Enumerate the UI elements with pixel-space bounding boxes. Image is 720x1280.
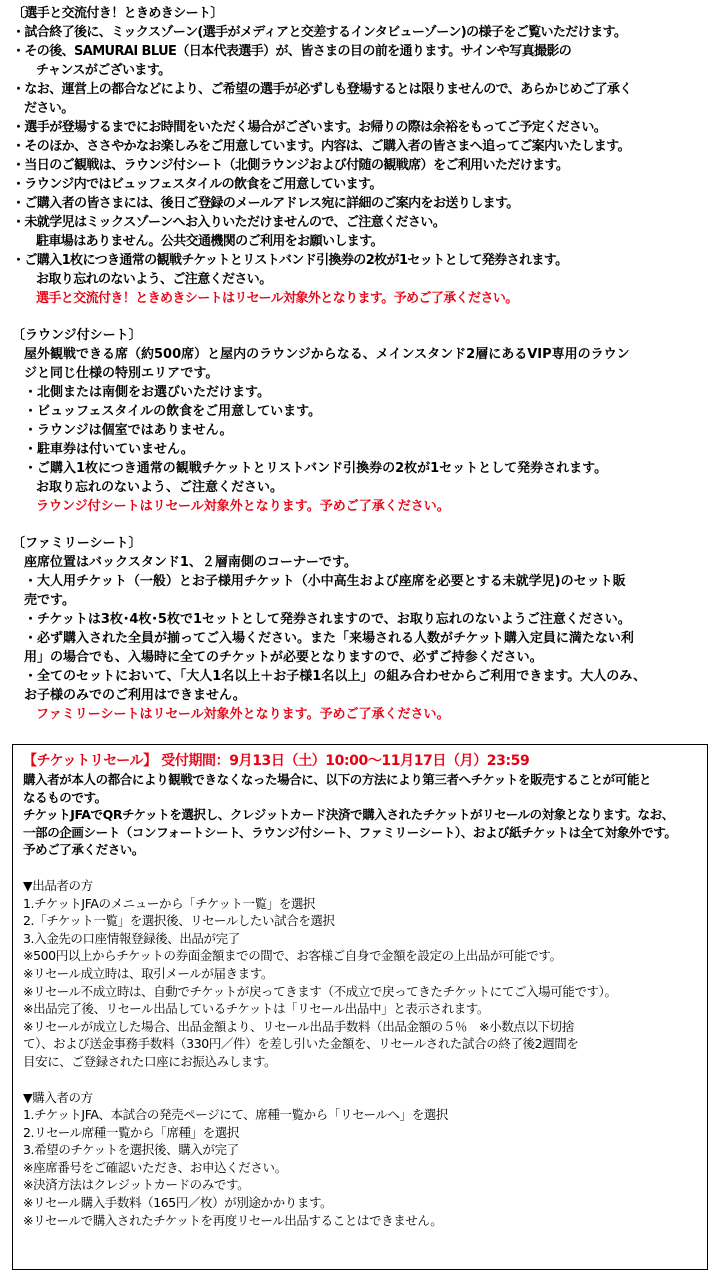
spacer bbox=[23, 1071, 697, 1089]
family-line: ・必ず購入された全員が揃ってご入場ください。また「来場される人数がチケット購入定員に満たない利 bbox=[24, 631, 634, 646]
buyer-section bbox=[23, 1089, 697, 1230]
family-line: ・大人用チケット（一般）とお子様用チケット（小中高生および座席を必要とする未就学児)のセット販 bbox=[24, 574, 626, 589]
lounge-notice: ラウンジ付シートはリセール対象外となります。予めご了承ください。 bbox=[36, 499, 450, 514]
buyer-line: ※リセールで購入されたチケットを再度リセール出品することはできません。 bbox=[23, 1212, 443, 1228]
seller-section bbox=[23, 877, 697, 1071]
tokimeki-section bbox=[12, 4, 710, 308]
lounge-line: ・ラウンジは個室ではありません。 bbox=[24, 423, 233, 438]
resale-period: 受付期間：9月13日（土）10:00～11月17日（月）23:59 bbox=[161, 753, 530, 769]
buyer-line: ※座席番号をご確認いただき、お申込ください。 bbox=[23, 1159, 287, 1175]
buyer-line: 3.希望のチケットを選択後、購入が完了 bbox=[23, 1142, 239, 1158]
tokimeki-line: 駐車場はありません。公共交通機関のご利用をお願いします。 bbox=[36, 234, 383, 249]
family-line: ・チケットは3枚･4枚･5枚で1セットとして発券されますので、お取り忘れのないようご注意ください。 bbox=[24, 612, 631, 627]
buyer-line: 2.リセール席種一覧から「席種」を選択 bbox=[23, 1124, 239, 1140]
seller-line: ※リセールが成立した場合、出品金額より、リセール出品手数料（出品金額の５％ ※小数点以下切捨 bbox=[23, 1018, 574, 1034]
family-heading: 〔ファミリーシート〕 bbox=[12, 536, 142, 551]
lounge-line: ・北側または南側をお選びいただけます。 bbox=[24, 385, 270, 400]
seller-heading: ▼出品者の方 bbox=[23, 877, 93, 893]
tokimeki-line: ・ご購入者の皆さまには、後日ご登録のメールアドレス宛に詳細のご案内をお送りします。 bbox=[12, 196, 519, 211]
seller-line: て）、および送金事務手数料（330円／件）を差し引いた金額を、リセールされた試合の終了後2週間を bbox=[23, 1036, 579, 1052]
family-line: お子様のみでのご利用はできません。 bbox=[24, 688, 246, 703]
tokimeki-line: ださい。 bbox=[24, 101, 74, 116]
spacer bbox=[23, 859, 697, 877]
lounge-line: ジと同じ仕様の特別エリアです。 bbox=[24, 366, 219, 381]
resale-title: 【チケットリセール】 bbox=[23, 753, 157, 769]
tokimeki-line: ・ラウンジ内ではビュッフェスタイルの飲食をご用意しています。 bbox=[12, 177, 382, 192]
family-line: 座席位置はバックスタンド1、２層南側のコーナーです。 bbox=[24, 555, 357, 570]
seller-line: 目安に、ご登録された口座にお振込みします。 bbox=[23, 1053, 277, 1069]
buyer-heading: ▼購入者の方 bbox=[23, 1089, 93, 1105]
tokimeki-line: チャンスがございます。 bbox=[36, 63, 171, 78]
family-section bbox=[12, 534, 710, 724]
lounge-line: 屋外観戦できる席（約500席）と屋内のラウンジからなる、メインスタンド2層にあるVIP専用のラウン bbox=[24, 347, 630, 362]
seller-line: ※リセール成立時は、取引メールが届きます。 bbox=[23, 965, 273, 981]
spacer bbox=[12, 308, 710, 326]
lounge-heading: 〔ラウンジ付シート〕 bbox=[12, 328, 142, 343]
lounge-line: お取り忘れのないよう、ご注意ください。 bbox=[36, 480, 284, 495]
resale-intro-line: 購入者が本人の都合により観戦できなくなった場合に、以下の方法により第三者へチケットを販売することが可能と bbox=[23, 772, 652, 787]
resale-intro-line: 一部の企画シート（コンフォートシート、ラウンジ付シート、ファミリーシート）、および紙チケットは全て対象外です。 bbox=[23, 824, 677, 840]
seller-line: 3.入金先の口座情報登録後、出品が完了 bbox=[23, 930, 240, 946]
family-notice: ファミリーシートはリセール対象外となります。予めご了承ください。 bbox=[36, 707, 450, 722]
tokimeki-line: お取り忘れのないよう、ご注意ください。 bbox=[36, 272, 272, 287]
tokimeki-line: ・ご購入1枚につき通常の観戦チケットとリストバンド引換券の2枚が1セットとして発券されます。 bbox=[12, 253, 568, 268]
resale-box bbox=[12, 744, 708, 1270]
seller-line: ※出品完了後、リセール出品しているチケットは「リセール出品中」と表示されます。 bbox=[23, 1001, 490, 1017]
resale-intro bbox=[23, 771, 697, 859]
tokimeki-notice: 選手と交流付き！ときめきシートはリセール対象外となります。予めご了承ください。 bbox=[36, 291, 518, 306]
lounge-line: ・ご購入1枚につき通常の観戦チケットとリストバンド引換券の2枚が1セットとして発券されます。 bbox=[24, 461, 608, 476]
resale-intro-line: なるものです。 bbox=[23, 789, 107, 805]
family-line: 売です。 bbox=[24, 593, 75, 608]
tokimeki-line: ・その後、SAMURAI BLUE（日本代表選手）が、皆さまの目の前を通ります。サインや写真撮影の bbox=[12, 44, 572, 59]
lounge-line: ・駐車券は付いていません。 bbox=[24, 442, 194, 457]
seller-line: ※リセール不成立時は、自動でチケットが戻ってきます（不成立で戻ってきたチケットにてご入場可能です）。 bbox=[23, 983, 617, 999]
buyer-line: ※決済方法はクレジットカードのみです。 bbox=[23, 1177, 250, 1193]
tokimeki-line: ・なお、運営上の都合などにより、ご希望の選手が必ずしも登場するとは限りませんので、あらかじめご了承く bbox=[12, 82, 632, 97]
lounge-section bbox=[12, 326, 710, 516]
buyer-line: ※リセール購入手数料（165円／枚）が別途かかります。 bbox=[23, 1195, 333, 1211]
resale-title-row bbox=[23, 751, 697, 771]
tokimeki-line: ・当日のご観戦は、ラウンジ付シート（北側ラウンジおよび付随の観戦席）をご利用いただけます。 bbox=[12, 158, 569, 173]
seller-line: 1.チケットJFAのメニューから「チケット一覧」を選択 bbox=[23, 895, 316, 911]
seller-line: ※500円以上からチケットの券面金額までの間で、お客様ご自身で金額を設定の上出品が可能です。 bbox=[23, 948, 562, 964]
tokimeki-line: ・未就学児はミックスゾーンへお入りいただけませんので、ご注意ください。 bbox=[12, 215, 446, 230]
lounge-line: ・ビュッフェスタイルの飲食をご用意しています。 bbox=[24, 404, 322, 419]
tokimeki-line: ・選手が登場するまでにお時間をいただく場合がございます。お帰りの際は余裕をもってご予定ください。 bbox=[12, 120, 607, 135]
resale-intro-line: 予めご了承ください。 bbox=[23, 842, 145, 858]
family-line: 用」の場合でも、入場時に全てのチケットが必要となりますので、必ずご持参ください。 bbox=[24, 650, 543, 665]
family-line: ・全てのセットにおいて、「大人1名以上＋お子様1名以上」の組み合わせからご利用できます。大人のみ、 bbox=[24, 669, 647, 684]
spacer bbox=[12, 516, 710, 534]
seller-line: 2.「チケット一覧」を選択後、リセールしたい試合を選択 bbox=[23, 913, 335, 929]
tokimeki-heading: 〔選手と交流付き！ときめきシート〕 bbox=[12, 6, 223, 21]
tokimeki-line: ・そのほか、ささやかなお楽しみをご用意しています。内容は、ご購入者の皆さまへ追ってご案内いたします。 bbox=[12, 139, 630, 154]
tokimeki-line: ・試合終了後に、ミックスゾーン(選手がメディアと交差するインタビューゾーン)の様子をご覧いただけます。 bbox=[12, 25, 627, 40]
resale-intro-line: チケットJFAでQRチケットを選択し、クレジットカード決済で購入されたチケットがリセールの対象となります。なお、 bbox=[23, 807, 674, 823]
buyer-line: 1.チケットJFA、本試合の発売ページにて、席種一覧から「リセールへ」を選択 bbox=[23, 1107, 449, 1123]
